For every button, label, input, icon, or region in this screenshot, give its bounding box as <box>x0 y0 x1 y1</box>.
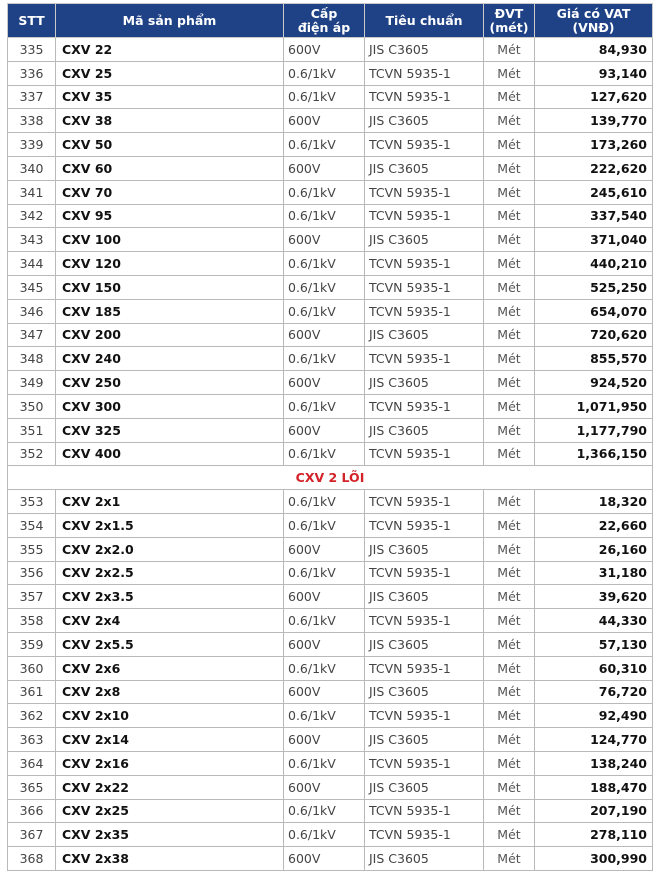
product-code-cell: CXV 100 <box>56 228 284 252</box>
voltage-cell: 600V <box>284 632 365 656</box>
table-row <box>8 799 653 823</box>
voltage-cell: 600V <box>284 156 365 180</box>
standard-cell: JIS C3605 <box>365 585 484 609</box>
unit-cell: Mét <box>484 513 535 537</box>
table-row <box>8 537 653 561</box>
price-cell: 654,070 <box>535 299 653 323</box>
standard-cell: TCVN 5935-1 <box>365 609 484 633</box>
standard-cell: JIS C3605 <box>365 109 484 133</box>
table-row <box>8 394 653 418</box>
stt-cell: 337 <box>8 85 56 109</box>
standard-cell: TCVN 5935-1 <box>365 180 484 204</box>
price-cell: 300,990 <box>535 847 653 871</box>
product-code-cell: CXV 400 <box>56 442 284 466</box>
price-cell: 1,071,950 <box>535 394 653 418</box>
unit-cell: Mét <box>484 38 535 62</box>
standard-cell: TCVN 5935-1 <box>365 394 484 418</box>
voltage-cell: 0.6/1kV <box>284 180 365 204</box>
stt-cell: 351 <box>8 418 56 442</box>
unit-cell: Mét <box>484 609 535 633</box>
standard-cell: JIS C3605 <box>365 156 484 180</box>
table-row <box>8 490 653 514</box>
stt-cell: 347 <box>8 323 56 347</box>
unit-cell: Mét <box>484 656 535 680</box>
price-cell: 855,570 <box>535 347 653 371</box>
product-code-cell: CXV 2x3.5 <box>56 585 284 609</box>
product-code-cell: CXV 2x1.5 <box>56 513 284 537</box>
standard-cell: TCVN 5935-1 <box>365 442 484 466</box>
stt-cell: 352 <box>8 442 56 466</box>
header-unit <box>484 4 535 38</box>
price-cell: 139,770 <box>535 109 653 133</box>
table-row <box>8 109 653 133</box>
table-row <box>8 418 653 442</box>
voltage-cell: 0.6/1kV <box>284 347 365 371</box>
stt-cell: 343 <box>8 228 56 252</box>
voltage-cell: 600V <box>284 38 365 62</box>
stt-cell: 348 <box>8 347 56 371</box>
unit-cell: Mét <box>484 394 535 418</box>
unit-cell: Mét <box>484 585 535 609</box>
standard-cell: JIS C3605 <box>365 418 484 442</box>
stt-cell: 344 <box>8 252 56 276</box>
stt-cell: 364 <box>8 751 56 775</box>
table-row <box>8 728 653 752</box>
unit-cell: Mét <box>484 751 535 775</box>
table-row <box>8 156 653 180</box>
price-table <box>7 3 653 871</box>
product-code-cell: CXV 2x38 <box>56 847 284 871</box>
product-code-cell: CXV 50 <box>56 133 284 157</box>
price-cell: 371,040 <box>535 228 653 252</box>
price-cell: 92,490 <box>535 704 653 728</box>
product-code-cell: CXV 22 <box>56 38 284 62</box>
table-row <box>8 204 653 228</box>
voltage-cell: 0.6/1kV <box>284 204 365 228</box>
standard-cell: TCVN 5935-1 <box>365 347 484 371</box>
table-row <box>8 561 653 585</box>
stt-cell: 346 <box>8 299 56 323</box>
unit-cell: Mét <box>484 109 535 133</box>
price-cell: 22,660 <box>535 513 653 537</box>
table-row <box>8 61 653 85</box>
stt-cell: 340 <box>8 156 56 180</box>
unit-cell: Mét <box>484 823 535 847</box>
price-cell: 93,140 <box>535 61 653 85</box>
header-price: Giá có VAT (VNĐ) <box>535 4 653 38</box>
product-code-cell: CXV 70 <box>56 180 284 204</box>
table-row <box>8 371 653 395</box>
table-header-row <box>8 4 653 38</box>
section-title: CXV 2 LÕI <box>8 466 653 490</box>
stt-cell: 363 <box>8 728 56 752</box>
price-cell: 245,610 <box>535 180 653 204</box>
table-row <box>8 133 653 157</box>
price-cell: 924,520 <box>535 371 653 395</box>
voltage-cell: 0.6/1kV <box>284 656 365 680</box>
unit-cell: Mét <box>484 133 535 157</box>
product-code-cell: CXV 2x4 <box>56 609 284 633</box>
table-row <box>8 847 653 871</box>
price-cell: 207,190 <box>535 799 653 823</box>
price-cell: 440,210 <box>535 252 653 276</box>
unit-cell: Mét <box>484 561 535 585</box>
stt-cell: 367 <box>8 823 56 847</box>
price-cell: 1,366,150 <box>535 442 653 466</box>
header-stt: STT <box>8 4 56 38</box>
standard-cell: JIS C3605 <box>365 775 484 799</box>
product-code-cell: CXV 120 <box>56 252 284 276</box>
stt-cell: 339 <box>8 133 56 157</box>
stt-cell: 345 <box>8 275 56 299</box>
standard-cell: JIS C3605 <box>365 323 484 347</box>
product-code-cell: CXV 60 <box>56 156 284 180</box>
unit-cell: Mét <box>484 799 535 823</box>
standard-cell: TCVN 5935-1 <box>365 133 484 157</box>
header-standard: Tiêu chuẩn <box>365 4 484 38</box>
stt-cell: 357 <box>8 585 56 609</box>
standard-cell: TCVN 5935-1 <box>365 656 484 680</box>
price-cell: 57,130 <box>535 632 653 656</box>
product-code-cell: CXV 250 <box>56 371 284 395</box>
header-unit-line1: ĐVT <box>494 5 524 21</box>
voltage-cell: 600V <box>284 109 365 133</box>
price-cell: 76,720 <box>535 680 653 704</box>
table-row <box>8 442 653 466</box>
voltage-cell: 0.6/1kV <box>284 61 365 85</box>
table-row <box>8 252 653 276</box>
price-cell: 124,770 <box>535 728 653 752</box>
standard-cell: JIS C3605 <box>365 537 484 561</box>
price-cell: 31,180 <box>535 561 653 585</box>
unit-cell: Mét <box>484 704 535 728</box>
product-code-cell: CXV 2x10 <box>56 704 284 728</box>
price-cell: 138,240 <box>535 751 653 775</box>
unit-cell: Mét <box>484 347 535 371</box>
product-code-cell: CXV 300 <box>56 394 284 418</box>
header-product-code: Mã sản phẩm <box>56 4 284 38</box>
table-row <box>8 775 653 799</box>
stt-cell: 341 <box>8 180 56 204</box>
table-row <box>8 513 653 537</box>
product-code-cell: CXV 185 <box>56 299 284 323</box>
section-header-row <box>8 466 653 490</box>
voltage-cell: 600V <box>284 585 365 609</box>
product-code-cell: CXV 2x2.5 <box>56 561 284 585</box>
price-cell: 222,620 <box>535 156 653 180</box>
product-code-cell: CXV 325 <box>56 418 284 442</box>
standard-cell: JIS C3605 <box>365 728 484 752</box>
voltage-cell: 0.6/1kV <box>284 133 365 157</box>
voltage-cell: 600V <box>284 680 365 704</box>
stt-cell: 349 <box>8 371 56 395</box>
stt-cell: 360 <box>8 656 56 680</box>
stt-cell: 335 <box>8 38 56 62</box>
table-row <box>8 751 653 775</box>
voltage-cell: 0.6/1kV <box>284 275 365 299</box>
voltage-cell: 600V <box>284 418 365 442</box>
product-code-cell: CXV 2x1 <box>56 490 284 514</box>
header-unit-line2: (mét) <box>489 19 529 35</box>
product-code-cell: CXV 200 <box>56 323 284 347</box>
product-code-cell: CXV 35 <box>56 85 284 109</box>
product-code-cell: CXV 38 <box>56 109 284 133</box>
table-row <box>8 585 653 609</box>
price-cell: 173,260 <box>535 133 653 157</box>
price-cell: 337,540 <box>535 204 653 228</box>
voltage-cell: 600V <box>284 371 365 395</box>
standard-cell: TCVN 5935-1 <box>365 823 484 847</box>
unit-cell: Mét <box>484 180 535 204</box>
product-code-cell: CXV 25 <box>56 61 284 85</box>
table-row <box>8 823 653 847</box>
unit-cell: Mét <box>484 204 535 228</box>
standard-cell: TCVN 5935-1 <box>365 490 484 514</box>
standard-cell: JIS C3605 <box>365 847 484 871</box>
voltage-cell: 0.6/1kV <box>284 799 365 823</box>
voltage-cell: 0.6/1kV <box>284 442 365 466</box>
header-voltage <box>284 4 365 38</box>
price-cell: 525,250 <box>535 275 653 299</box>
unit-cell: Mét <box>484 442 535 466</box>
voltage-cell: 0.6/1kV <box>284 394 365 418</box>
unit-cell: Mét <box>484 228 535 252</box>
product-code-cell: CXV 2x8 <box>56 680 284 704</box>
voltage-cell: 0.6/1kV <box>284 823 365 847</box>
stt-cell: 350 <box>8 394 56 418</box>
unit-cell: Mét <box>484 632 535 656</box>
stt-cell: 359 <box>8 632 56 656</box>
table-row <box>8 656 653 680</box>
voltage-cell: 0.6/1kV <box>284 85 365 109</box>
product-code-cell: CXV 95 <box>56 204 284 228</box>
product-code-cell: CXV 2x16 <box>56 751 284 775</box>
unit-cell: Mét <box>484 418 535 442</box>
price-cell: 1,177,790 <box>535 418 653 442</box>
table-row <box>8 228 653 252</box>
standard-cell: TCVN 5935-1 <box>365 61 484 85</box>
product-code-cell: CXV 2x35 <box>56 823 284 847</box>
unit-cell: Mét <box>484 680 535 704</box>
stt-cell: 365 <box>8 775 56 799</box>
product-code-cell: CXV 240 <box>56 347 284 371</box>
unit-cell: Mét <box>484 537 535 561</box>
standard-cell: TCVN 5935-1 <box>365 513 484 537</box>
stt-cell: 338 <box>8 109 56 133</box>
standard-cell: TCVN 5935-1 <box>365 704 484 728</box>
table-row <box>8 609 653 633</box>
price-cell: 720,620 <box>535 323 653 347</box>
standard-cell: TCVN 5935-1 <box>365 85 484 109</box>
stt-cell: 336 <box>8 61 56 85</box>
voltage-cell: 600V <box>284 537 365 561</box>
stt-cell: 355 <box>8 537 56 561</box>
unit-cell: Mét <box>484 775 535 799</box>
stt-cell: 353 <box>8 490 56 514</box>
table-row <box>8 704 653 728</box>
voltage-cell: 600V <box>284 228 365 252</box>
standard-cell: JIS C3605 <box>365 371 484 395</box>
unit-cell: Mét <box>484 847 535 871</box>
standard-cell: JIS C3605 <box>365 632 484 656</box>
voltage-cell: 0.6/1kV <box>284 751 365 775</box>
standard-cell: TCVN 5935-1 <box>365 561 484 585</box>
table-row <box>8 299 653 323</box>
product-code-cell: CXV 150 <box>56 275 284 299</box>
product-code-cell: CXV 2x14 <box>56 728 284 752</box>
table-body <box>8 38 653 871</box>
voltage-cell: 600V <box>284 847 365 871</box>
standard-cell: JIS C3605 <box>365 228 484 252</box>
voltage-cell: 600V <box>284 728 365 752</box>
table-row <box>8 323 653 347</box>
standard-cell: TCVN 5935-1 <box>365 275 484 299</box>
table-row <box>8 347 653 371</box>
price-cell: 60,310 <box>535 656 653 680</box>
unit-cell: Mét <box>484 728 535 752</box>
product-code-cell: CXV 2x22 <box>56 775 284 799</box>
standard-cell: TCVN 5935-1 <box>365 204 484 228</box>
price-cell: 188,470 <box>535 775 653 799</box>
price-cell: 18,320 <box>535 490 653 514</box>
unit-cell: Mét <box>484 85 535 109</box>
voltage-cell: 0.6/1kV <box>284 513 365 537</box>
unit-cell: Mét <box>484 156 535 180</box>
unit-cell: Mét <box>484 61 535 85</box>
stt-cell: 362 <box>8 704 56 728</box>
standard-cell: TCVN 5935-1 <box>365 299 484 323</box>
standard-cell: TCVN 5935-1 <box>365 252 484 276</box>
voltage-cell: 0.6/1kV <box>284 299 365 323</box>
standard-cell: TCVN 5935-1 <box>365 751 484 775</box>
product-code-cell: CXV 2x25 <box>56 799 284 823</box>
product-code-cell: CXV 2x5.5 <box>56 632 284 656</box>
stt-cell: 356 <box>8 561 56 585</box>
voltage-cell: 0.6/1kV <box>284 609 365 633</box>
price-cell: 127,620 <box>535 85 653 109</box>
product-code-cell: CXV 2x6 <box>56 656 284 680</box>
price-cell: 84,930 <box>535 38 653 62</box>
unit-cell: Mét <box>484 299 535 323</box>
stt-cell: 366 <box>8 799 56 823</box>
header-voltage-line1: Cấp <box>310 5 338 21</box>
price-cell: 44,330 <box>535 609 653 633</box>
price-cell: 278,110 <box>535 823 653 847</box>
unit-cell: Mét <box>484 323 535 347</box>
stt-cell: 354 <box>8 513 56 537</box>
standard-cell: JIS C3605 <box>365 680 484 704</box>
stt-cell: 358 <box>8 609 56 633</box>
standard-cell: TCVN 5935-1 <box>365 799 484 823</box>
stt-cell: 361 <box>8 680 56 704</box>
voltage-cell: 0.6/1kV <box>284 490 365 514</box>
voltage-cell: 600V <box>284 775 365 799</box>
voltage-cell: 0.6/1kV <box>284 252 365 276</box>
voltage-cell: 0.6/1kV <box>284 561 365 585</box>
unit-cell: Mét <box>484 252 535 276</box>
table-row <box>8 680 653 704</box>
price-cell: 39,620 <box>535 585 653 609</box>
unit-cell: Mét <box>484 275 535 299</box>
voltage-cell: 600V <box>284 323 365 347</box>
stt-cell: 342 <box>8 204 56 228</box>
standard-cell: JIS C3605 <box>365 38 484 62</box>
table-row <box>8 85 653 109</box>
stt-cell: 368 <box>8 847 56 871</box>
product-code-cell: CXV 2x2.0 <box>56 537 284 561</box>
unit-cell: Mét <box>484 490 535 514</box>
table-row <box>8 180 653 204</box>
voltage-cell: 0.6/1kV <box>284 704 365 728</box>
table-row <box>8 275 653 299</box>
header-voltage-line2: điện áp <box>297 19 351 35</box>
unit-cell: Mét <box>484 371 535 395</box>
table-row <box>8 632 653 656</box>
price-cell: 26,160 <box>535 537 653 561</box>
table-row <box>8 38 653 62</box>
